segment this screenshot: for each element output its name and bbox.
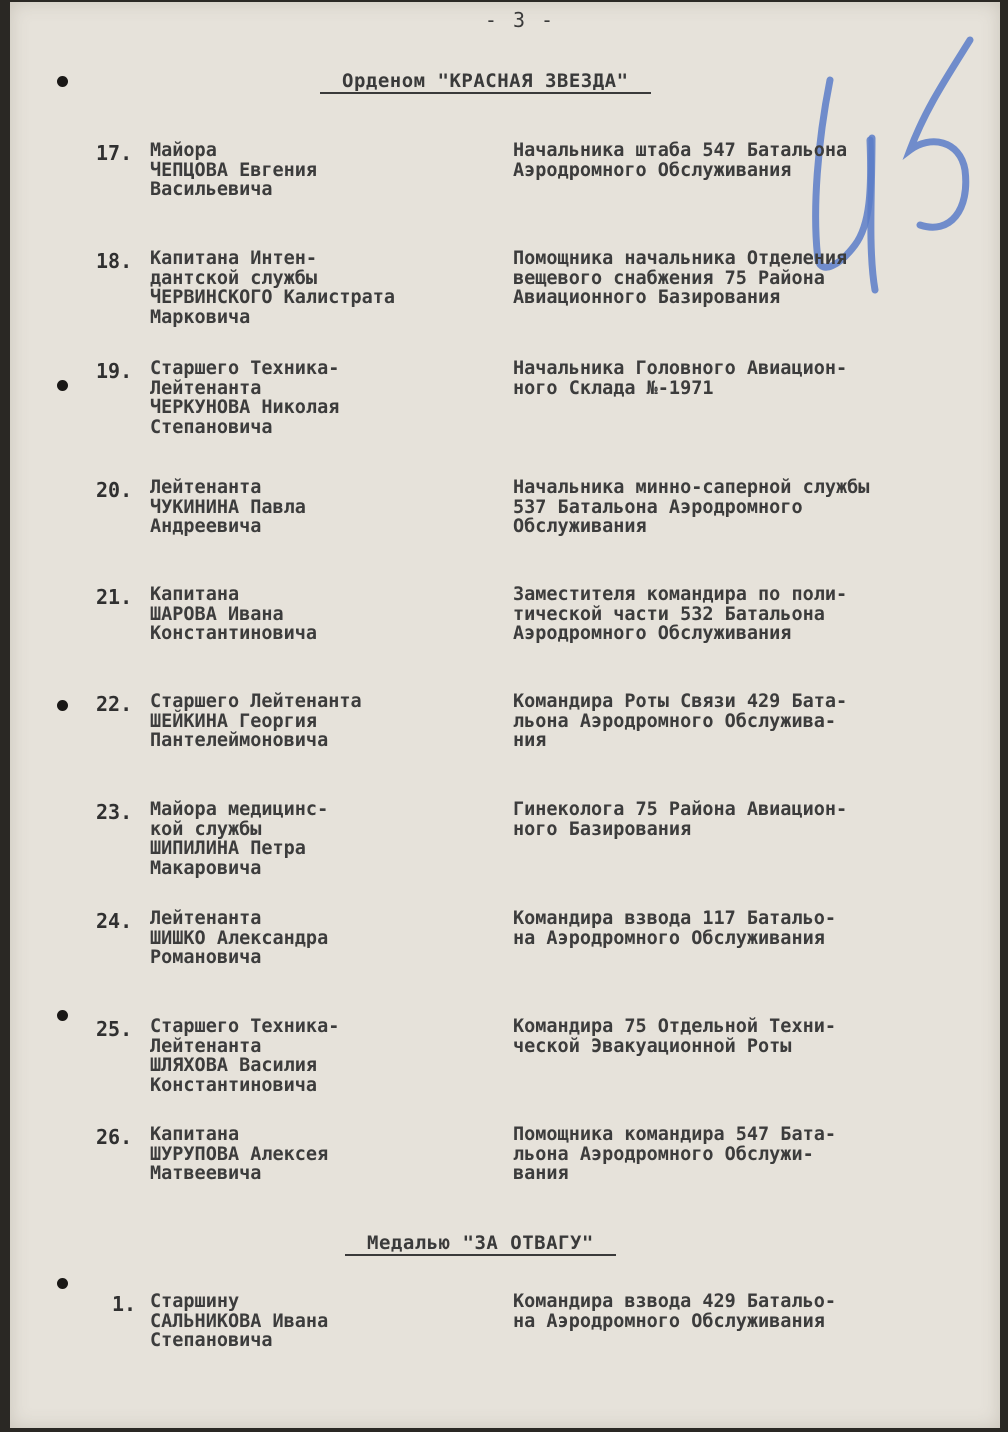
- punch-hole: [57, 380, 68, 391]
- entry-name: Старшего Техника- Лейтенанта ШЛЯХОВА Василия Константиновича: [150, 1016, 340, 1096]
- entry-number: 21.: [96, 585, 133, 609]
- entry-name: Старшего Лейтенанта ШЕЙКИНА Георгия Пантелеймоновича: [150, 691, 362, 751]
- entry-name: Капитана Интен- дантской службы ЧЕРВИНСКОГО Калистрата Марковича: [150, 248, 396, 328]
- entry-number: 23.: [96, 800, 133, 824]
- entry-name: Майора ЧЕПЦОВА Евгения Васильевича: [150, 140, 318, 200]
- entry-position: Начальника штаба 547 Батальона Аэродромного Обслуживания: [513, 140, 848, 181]
- entry-name: Лейтенанта ШИШКО Александра Романовича: [150, 908, 329, 968]
- entry-number: 19.: [96, 359, 133, 383]
- entry-number: 25.: [96, 1017, 133, 1041]
- entry-position: Командира 75 Отдельной Техни- ческой Эвакуационной Роты: [513, 1016, 837, 1057]
- entry-name: Старшего Техника- Лейтенанта ЧЕРКУНОВА Николая Степановича: [150, 358, 340, 438]
- entry-name: Майора медицинс- кой службы ШИПИЛИНА Петра Макаровича: [150, 799, 329, 879]
- entry-number: 26.: [96, 1125, 133, 1149]
- section-title-bravery-medal: Медалью "ЗА ОТВАГУ": [345, 1232, 616, 1256]
- entry-name: Лейтенанта ЧУКИНИНА Павла Андреевича: [150, 477, 306, 537]
- entry-position: Помощника начальника Отделения вещевого снабжения 75 Района Авиационного Базирования: [513, 248, 848, 308]
- entry-number: 22.: [96, 692, 133, 716]
- entry-number: 1.: [112, 1292, 137, 1316]
- page-number: - 3 -: [484, 8, 556, 32]
- entry-position: Помощника командира 547 Бата- льона Аэродромного Обслужи- вания: [513, 1124, 837, 1184]
- entry-number: 20.: [96, 478, 133, 502]
- entry-name: Старшину САЛЬНИКОВА Ивана Степановича: [150, 1291, 329, 1351]
- entry-position: Командира взвода 429 Батальо- на Аэродромного Обслуживания: [513, 1291, 837, 1332]
- entry-position: Командира Роты Связи 429 Бата- льона Аэродромного Обслужива- ния: [513, 691, 848, 751]
- entry-position: Начальника минно-саперной службы 537 Батальона Аэродромного Обслуживания: [513, 477, 870, 537]
- punch-hole: [57, 700, 68, 711]
- section-title-red-star: Орденом "КРАСНАЯ ЗВЕЗДА": [320, 70, 651, 94]
- entry-position: Гинеколога 75 Района Авиацион- ного Базирования: [513, 799, 848, 840]
- entry-name: Капитана ШУРУПОВА Алексея Матвеевича: [150, 1124, 329, 1184]
- entry-number: 17.: [96, 141, 133, 165]
- punch-hole: [57, 1010, 68, 1021]
- entry-number: 18.: [96, 249, 133, 273]
- entry-position: Начальника Головного Авиацион- ного Склада №-1971: [513, 358, 848, 399]
- punch-hole: [57, 76, 68, 87]
- entry-name: Капитана ШАРОВА Ивана Константиновича: [150, 584, 318, 644]
- punch-hole: [57, 1278, 68, 1289]
- entry-number: 24.: [96, 909, 133, 933]
- entry-position: Командира взвода 117 Батальо- на Аэродромного Обслуживания: [513, 908, 837, 949]
- entry-position: Заместителя командира по поли- тической части 532 Батальона Аэродромного Обслуживания: [513, 584, 848, 644]
